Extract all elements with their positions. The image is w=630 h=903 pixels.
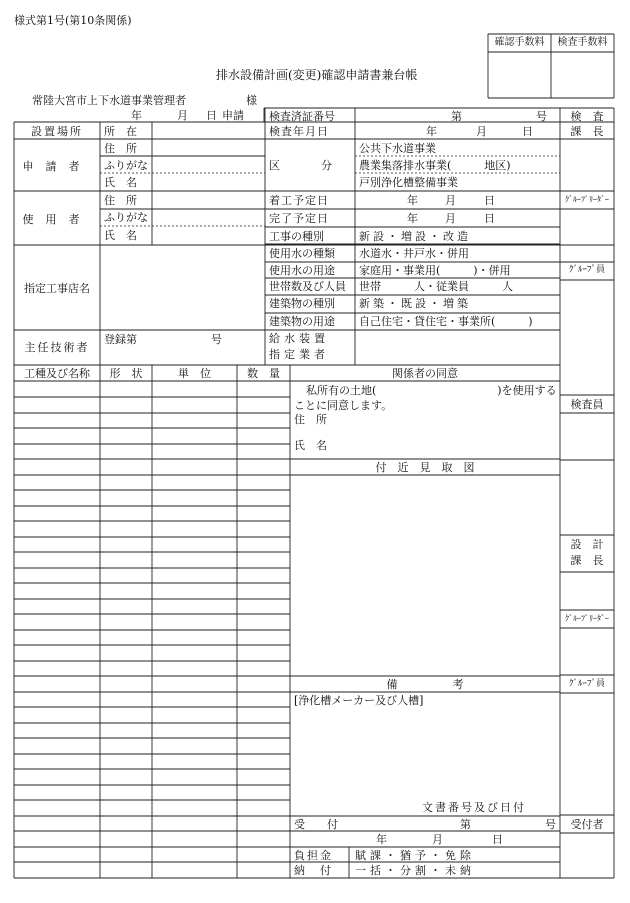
page-title: 排水設備計画(変更)確認申請書兼台帳 [216, 68, 418, 82]
bld-type-label: 建築物の種別 [269, 297, 335, 310]
applicant-addr-label: 住 所 [104, 142, 137, 155]
user-kana-label: ふりがな [104, 211, 148, 224]
group-member-label: ｸﾞﾙｰﾌﾟ員 [568, 265, 605, 275]
map-header: 付 近 見 取 図 [375, 461, 475, 474]
insp-day: 日 [522, 125, 533, 138]
site-addr-label: 所 在 [104, 125, 137, 138]
insp-date-label: 検査年月日 [269, 125, 329, 138]
kacho-label: 課 長 [570, 125, 604, 138]
design-kacho-label: 課 長 [570, 554, 604, 567]
kubun-rural: 農業集落排水事業( 地区) [359, 159, 511, 172]
done-day: 日 [484, 212, 495, 225]
addressee-sama: 様 [246, 94, 257, 107]
reg-prefix: 登録第 [104, 333, 137, 346]
receiver-label: 受付者 [570, 818, 604, 831]
consent-line-2: ことに同意します。 [294, 399, 393, 412]
user-addr-label: 住 所 [104, 194, 137, 207]
done-month: 月 [445, 212, 456, 225]
works-header-unit: 単 位 [178, 367, 211, 380]
applicant-kana-label: ふりがな [104, 159, 148, 172]
household-label: 世帯数及び人員 [269, 280, 346, 293]
burden-value: 賦課・猶予・免除 [355, 849, 475, 862]
start-label: 着工予定日 [269, 194, 329, 207]
works-header-shape: 形 状 [109, 367, 143, 380]
remarks-header: 備 考 [386, 678, 464, 691]
docno-label: 文書番号及び日付 [422, 801, 526, 814]
payment-label: 納 付 [294, 864, 333, 877]
site-label: 設置場所 [31, 125, 83, 138]
water-use-label: 使用水の用途 [269, 264, 335, 277]
user-name-label: 氏 名 [104, 229, 137, 242]
design-group-member-label: ｸﾞﾙｰﾌﾟ員 [568, 679, 605, 689]
start-day: 日 [484, 194, 495, 207]
apply-year-label: 年 [131, 109, 142, 122]
apply-label: 申請 [222, 109, 244, 122]
apply-day-label: 日 [206, 109, 217, 122]
done-label: 完了予定日 [269, 212, 329, 225]
receipt-year: 年 [376, 833, 387, 846]
inspector-label: 検査員 [570, 398, 604, 411]
cert-no-label: 検査済証番号 [269, 110, 335, 123]
design-label: 設 計 [570, 538, 604, 551]
bld-use-label: 建築物の用途 [269, 315, 335, 328]
apply-month-label: 月 [177, 109, 188, 122]
start-year: 年 [407, 194, 418, 207]
kubun-label: 区 分 [269, 159, 334, 172]
form-label: 様式第1号(第10条関係) [14, 14, 132, 27]
reg-suffix: 号 [211, 333, 222, 346]
receipt-label: 受 付 [294, 818, 338, 831]
receipt-dai: 第 [460, 818, 471, 831]
cert-dai: 第 [451, 110, 462, 123]
work-type-label: 工事の種別 [269, 230, 324, 243]
supply-label-2: 指定業者 [269, 348, 329, 361]
burden-label: 負担金 [294, 849, 333, 862]
cert-go: 号 [536, 110, 547, 123]
applicant-label: 申請者 [22, 160, 92, 173]
kubun-public: 公共下水道事業 [359, 142, 436, 155]
user-label: 使用者 [22, 213, 92, 226]
kubun-septic: 戸別浄化槽整備事業 [359, 176, 458, 189]
supply-label-1: 給水装置 [269, 332, 329, 345]
receipt-day: 日 [492, 833, 503, 846]
confirm-fee-label: 確認手数料 [494, 37, 545, 48]
consent-line-1: 私所有の土地( )を使用する [306, 384, 557, 397]
water-type-value: 水道水・井戸水・併用 [359, 247, 469, 260]
remarks-text: [浄化槽メーカー及び人槽] [294, 694, 424, 707]
receipt-month: 月 [432, 833, 443, 846]
water-type-label: 使用水の種類 [269, 247, 335, 260]
consent-addr-label: 住 所 [294, 413, 327, 426]
payment-value: 一括・分割・未納 [355, 864, 475, 877]
insp-month: 月 [476, 125, 487, 138]
start-month: 月 [445, 194, 456, 207]
engineer-label: 主任技術者 [24, 341, 90, 354]
works-header-qty: 数 量 [247, 367, 280, 380]
done-year: 年 [407, 212, 418, 225]
kensa-label: 検 査 [570, 110, 604, 123]
works-header-name: 工種及び名称 [24, 367, 90, 380]
inspect-fee-label: 検査手数料 [557, 37, 608, 48]
bld-type-value: 新築・既設・増築 [359, 297, 471, 310]
bld-use-value: 自己住宅・貸住宅・事業所( ) [359, 315, 533, 328]
design-group-leader-label: ｸﾞﾙｰﾌﾟﾘｰﾀﾞｰ [565, 614, 609, 623]
water-use-value: 家庭用・事業用( )・併用 [359, 264, 511, 277]
contractor-label: 指定工事店名 [24, 282, 90, 295]
household-value: 世帯 人・従業員 人 [359, 280, 513, 293]
receipt-go: 号 [545, 818, 556, 831]
consent-name-label: 氏 名 [294, 439, 327, 452]
insp-year: 年 [426, 125, 437, 138]
consent-header: 関係者の同意 [392, 367, 458, 380]
applicant-name-label: 氏 名 [104, 176, 137, 189]
group-leader-label: ｸﾞﾙｰﾌﾟﾘｰﾀﾞｰ [565, 195, 609, 204]
addressee: 常陸大宮市上下水道事業管理者 [32, 94, 186, 107]
work-type-value: 新設・増設・改造 [359, 230, 471, 243]
